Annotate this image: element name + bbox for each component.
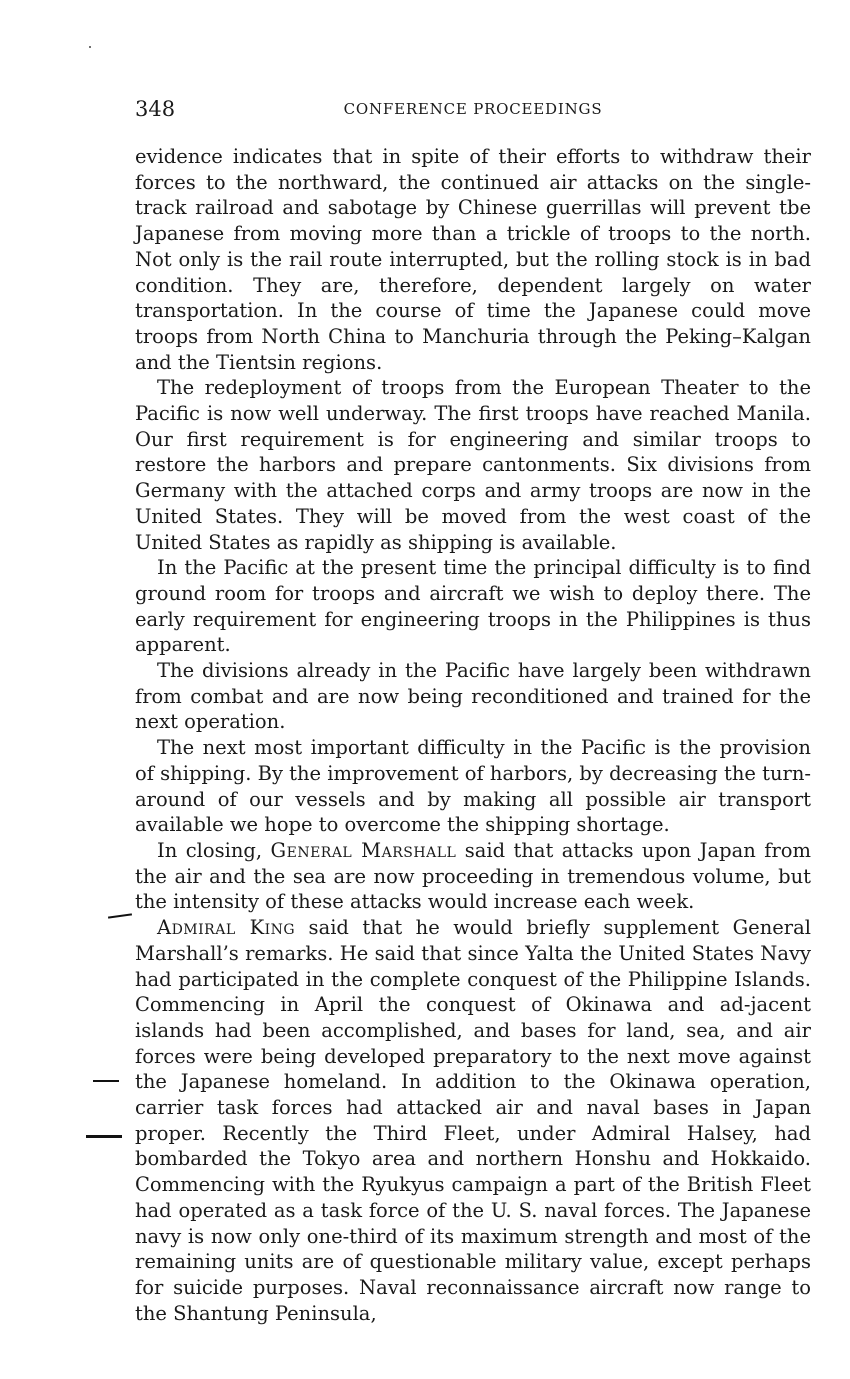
- paragraph-admiral-king: [135, 915, 811, 1326]
- closing-lead: In closing,: [157, 838, 271, 862]
- paragraph-shipping: The next most important difficulty in the Pacific is the provision of shipping. By the improvement of harbors, by decreasing the turn-around of our vessels and by making all possible air transport available we hope to overcome the shipping shortage.: [135, 736, 811, 837]
- margin-mark-3: [86, 1135, 122, 1138]
- running-head: CONFERENCE PROCEEDINGS: [343, 100, 603, 118]
- page-number: 348: [135, 97, 176, 121]
- paragraph-ground-room: In the Pacific at the present time the principal difficulty is to find ground room for troops and aircraft we wish to deploy there. The early requirement for engineering troops in the Philippines is thus apparent.: [135, 556, 811, 657]
- stray-dot-mark: [89, 46, 91, 48]
- paragraph-continued: evidence indicates that in spite of their efforts to withdraw their forces to the northward, the continued air attacks on the single-track railroad and sabotage by Chinese guerrillas will prevent tbe Japanese from moving more than a trickle of troops to the north. Not only is the rail route interrupted, but the rolling stock is in bad condition. They are, therefore, dependent largely on water transportation. In the course of time the Japanese could move troops from North China to Manchuria through the Peking–Kalgan and the Tientsin regions.: [135, 145, 811, 374]
- paragraph-redeployment: The redeployment of troops from the European Theater to the Pacific is now well underway. The first troops have reached Manila. Our first requirement is for engineering and similar troops to restore the harbors and prepare cantonments. Six divisions from Germany with the attached corps and army troops are now in the United States. They will be moved from the west coast of the United States as rapidly as shipping is available.: [135, 376, 811, 554]
- margin-mark-1: [108, 913, 132, 918]
- speaker-general-marshall: General Marshall: [270, 838, 457, 862]
- margin-mark-2: [93, 1080, 119, 1082]
- closing-rest: said that attacks upon Japan from the air and the sea are now proceeding in tremendous volume, but the intensity of these attacks would increase each week.: [135, 838, 811, 914]
- king-rest: said that he would briefly supplement General Marshall’s remarks. He said that since Yalta the United States Navy had participated in the complete conquest of the Philippine Islands. Commencing in April the conquest of Okinawa and ad-jacent islands had been accomplished, and bases for land, sea, and air forces were being developed preparatory to the next move against the Japanese homeland. In addition to the Okinawa operation, carrier task forces had attacked air and naval bases in Japan proper. Recently the Third Fleet, under Admiral Halsey, had bombarded the Tokyo area and northern Honshu and Hokkaido. Commencing with the Ryukyus campaign a part of the British Fleet had operated as a task force of the U. S. naval forces. The Japanese navy is now only one-third of its maximum strength and most of the remaining units are of questionable military value, except perhaps for suicide purposes. Naval reconnaissance aircraft now range to the Shantung Peninsula,: [135, 916, 811, 1325]
- paragraph-closing: [135, 838, 811, 915]
- paragraph-divisions: The divisions already in the Pacific have largely been withdrawn from combat and are now being reconditioned and trained for the next operation.: [135, 659, 811, 734]
- speaker-admiral-king: Admiral King: [157, 916, 296, 940]
- body-text: [135, 144, 811, 1326]
- page-header: [135, 96, 811, 122]
